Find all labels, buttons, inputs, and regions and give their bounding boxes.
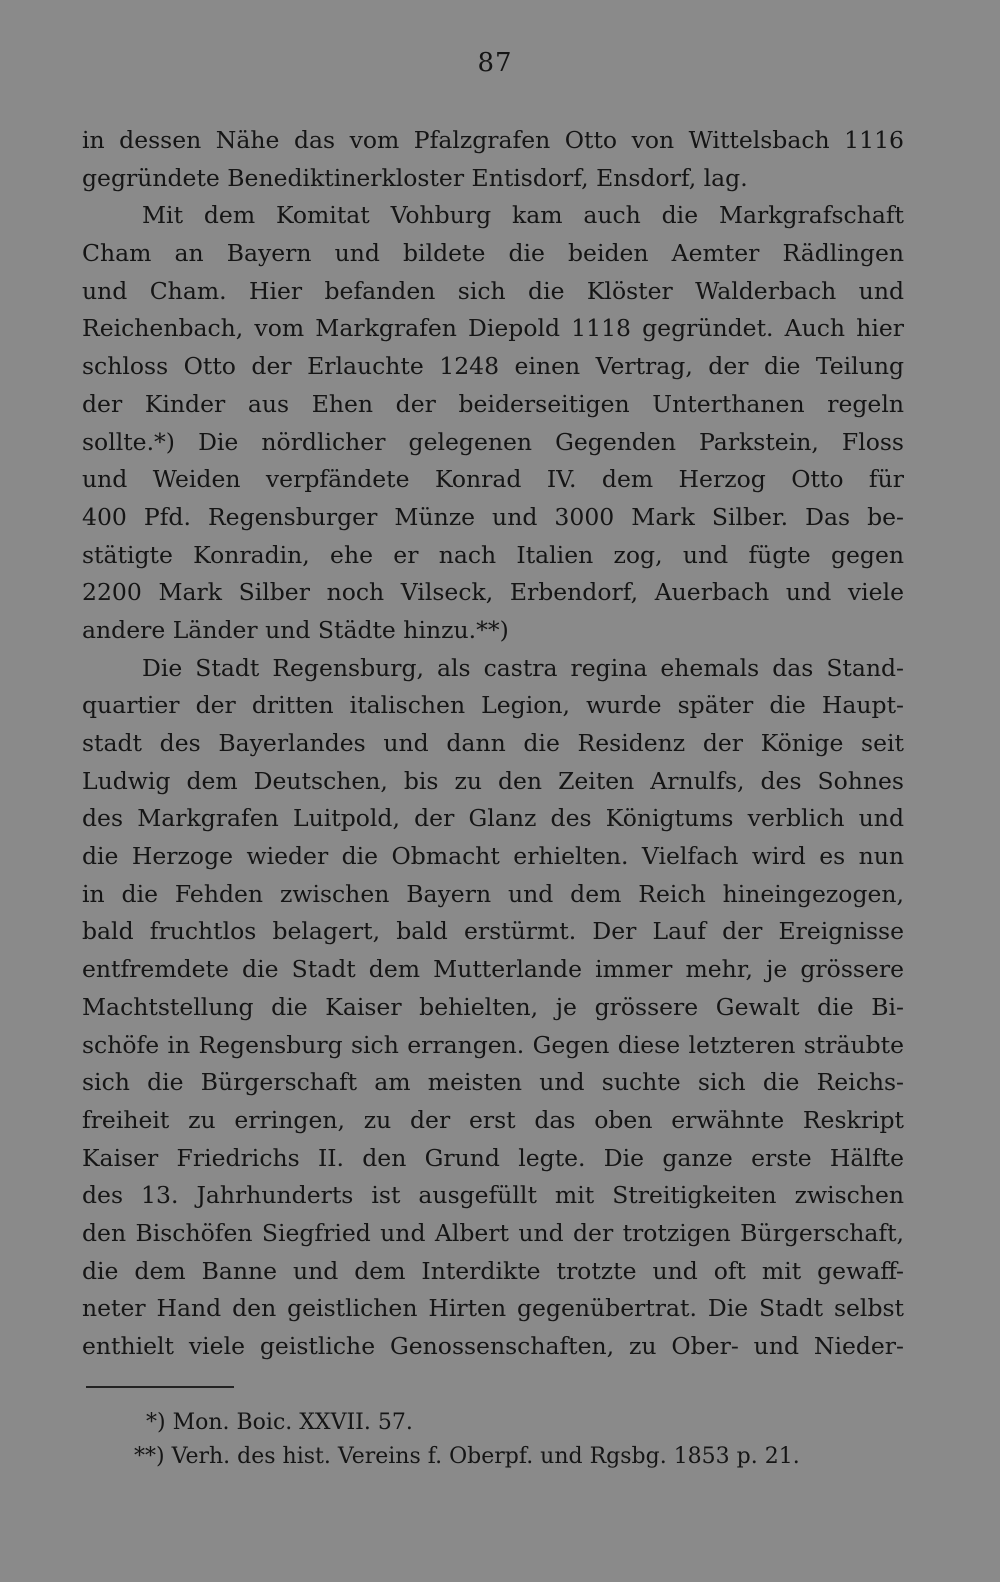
text-line: schloss Otto der Erlauchte 1248 einen Vertrag, der die Teilung xyxy=(82,352,904,381)
text-line: enthielt viele geistliche Genossenschaften, zu Ober- und Nieder- xyxy=(82,1332,904,1360)
text-line: und Weiden verpfändete Konrad IV. dem Herzog Otto für xyxy=(82,465,904,494)
text-line: den Bischöfen Siegfried und Albert und der trotzigen Bürgerschaft, xyxy=(82,1218,904,1247)
text-line: stätigte Konradin, ehe er nach Italien zog, und fügte gegen xyxy=(82,540,904,569)
text-line: neter Hand den geistlichen Hirten gegenübertrat. Die Stadt selbst xyxy=(82,1294,904,1323)
footnotes xyxy=(0,1406,1000,1474)
text-line: sollte.*) Die nördlicher gelegenen Gegenden Parkstein, Floss xyxy=(82,427,904,456)
footnote-2: **) Verh. des hist. Vereins f. Oberpf. und Rgsbg. 1853 p. 21. xyxy=(134,1444,800,1469)
text-line: des Markgrafen Luitpold, der Glanz des Königtums verblich und xyxy=(82,804,904,833)
body-text xyxy=(82,122,904,1366)
text-line: andere Länder und Städte hinzu.**) xyxy=(82,615,509,644)
text-line: der Kinder aus Ehen der beiderseitigen Unterthanen regeln xyxy=(82,389,904,418)
text-line: Kaiser Friedrichs II. den Grund legte. Die ganze erste Hälfte xyxy=(82,1143,904,1172)
text-line: Cham an Bayern und bildete die beiden Aemter Rädlingen xyxy=(82,239,904,268)
text-line: Ludwig dem Deutschen, bis zu den Zeiten Arnulfs, des Sohnes xyxy=(82,766,904,795)
text-line: sich die Bürgerschaft am meisten und suchte sich die Reichs- xyxy=(82,1068,904,1097)
text-line: quartier der dritten italischen Legion, wurde später die Haupt- xyxy=(82,691,904,720)
text-line: die dem Banne und dem Interdikte trotzte und oft mit gewaff- xyxy=(82,1256,904,1285)
text-line: die Herzoge wieder die Obmacht erhielten. Vielfach wird es nun xyxy=(82,842,904,871)
footnote-1: *) Mon. Boic. XXVII. 57. xyxy=(146,1410,413,1435)
text-line: in die Fehden zwischen Bayern und dem Reich hineingezogen, xyxy=(82,879,904,908)
text-line: Machtstellung die Kaiser behielten, je grössere Gewalt die Bi- xyxy=(82,992,904,1021)
text-line: 400 Pfd. Regensburger Münze und 3000 Mark Silber. Das be- xyxy=(82,502,904,531)
text-line: freiheit zu erringen, zu der erst das oben erwähnte Reskript xyxy=(82,1105,904,1134)
text-line: stadt des Bayerlandes und dann die Residenz der Könige seit xyxy=(82,729,904,757)
text-line: entfremdete die Stadt dem Mutterlande immer mehr, je grössere xyxy=(82,955,904,984)
text-line: in dessen Nähe das vom Pfalzgrafen Otto von Wittelsbach 1116 xyxy=(82,126,904,154)
text-line: bald fruchtlos belagert, bald erstürmt. Der Lauf der Ereignisse xyxy=(82,917,904,946)
text-line: 2200 Mark Silber noch Vilseck, Erbendorf, Auerbach und viele xyxy=(82,578,904,607)
text-line: Mit dem Komitat Vohburg kam auch die Markgrafschaft xyxy=(142,201,904,230)
text-line: gegründete Benediktinerkloster Entisdorf, Ensdorf, lag. xyxy=(82,163,748,192)
footnote-divider xyxy=(86,1386,234,1388)
page-number: 87 xyxy=(477,48,513,78)
text-line: und Cham. Hier befanden sich die Klöster Walderbach und xyxy=(82,276,904,305)
text-line: schöfe in Regensburg sich errangen. Gegen diese letzteren sträubte xyxy=(82,1030,904,1059)
text-line: des 13. Jahrhunderts ist ausgefüllt mit Streitigkeiten zwischen xyxy=(82,1181,904,1210)
text-line: Die Stadt Regensburg, als castra regina ehemals das Stand- xyxy=(142,653,904,682)
text-line: Reichenbach, vom Markgrafen Diepold 1118 gegründet. Auch hier xyxy=(82,314,904,343)
